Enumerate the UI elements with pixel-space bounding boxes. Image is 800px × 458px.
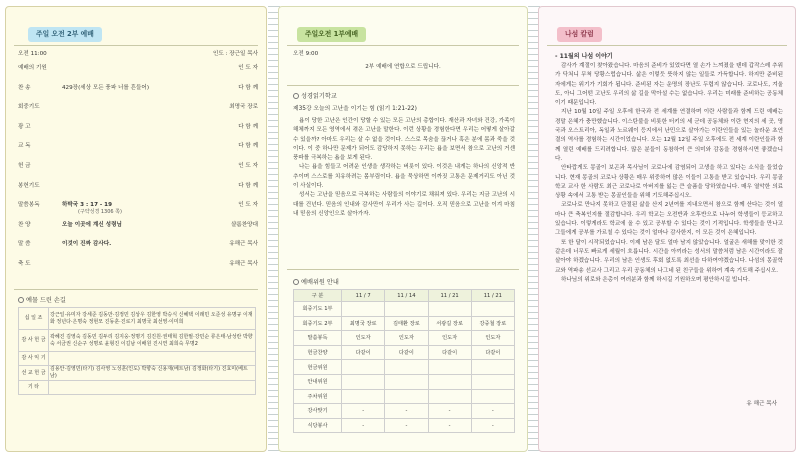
duty-cell: - [471, 418, 514, 433]
duty-cell: 인도자 [471, 331, 514, 346]
duty-header-cell: 11 / 14 [385, 290, 428, 302]
duty-cell: - [385, 418, 428, 433]
offering-names: 강근일·유미자 강세준 김동만·김정민 김상우 김한영 박승식 신혜택 이래민 오준성 유명규 이재화 정년다·은명숙 정현모 진동훈·진로기 최명국 최선영·이미희 [49, 308, 256, 330]
scripture-page-note: (구약성경 1306 쪽) [78, 209, 122, 216]
duty-cell [385, 389, 428, 404]
offering-row [19, 366, 256, 381]
duty-row [294, 302, 515, 317]
study-title: 성경읽기학교 [293, 91, 337, 100]
order-label: 교 독 [18, 143, 31, 150]
divider [547, 45, 787, 46]
column-signature: 유 해근 목사 [746, 401, 777, 407]
duty-cell [342, 360, 385, 375]
duty-row [294, 360, 515, 375]
order-row [18, 83, 258, 93]
study-subtitle: 제35강 오늘의 고난을 이기는 힘 (읽기 1:21-22) [293, 106, 417, 112]
duty-row [294, 389, 515, 404]
duty-cell [428, 389, 471, 404]
duty-label: 헌금위원 [294, 360, 342, 375]
column-paragraph: 하나님의 위로와 은총이 여러분과 함께 하시길 기원하오며 평안하시길 빕니다. [561, 276, 750, 283]
duty-label: 주차위원 [294, 389, 342, 404]
duty-cell [342, 389, 385, 404]
order-label: 헌 금 [18, 163, 31, 169]
divider [14, 289, 258, 290]
order-content: 이것이 진짜 감사다. [62, 241, 112, 248]
divider [287, 45, 519, 46]
offering-row [19, 352, 256, 366]
duty-cell: - [428, 418, 471, 433]
duty-cell [428, 302, 471, 317]
order-person: 유해근 목사 [229, 241, 258, 248]
duty-cell: 인도자 [342, 331, 385, 346]
duty-cell [428, 360, 471, 375]
order-row [18, 102, 258, 112]
order-label: 회중기도 [18, 104, 40, 111]
duty-cell [385, 374, 428, 389]
duty-label: 회중기도 1부 [294, 302, 342, 317]
column-paragraph: 또 한 달이 시작되었습니다. 이제 남은 달도 얼마 남지 않았습니다. 얼굴은 새해를 맞이한 것 같은데 너무도 빠르게 세월이 흐릅니다. 시간을 아끼라는 성서의 말씀처럼 남은 시간이라도 잘 살아야 하겠습니다. 우리의 남은 인생도 후회 없도록 최선을 다하여야겠습니다. 나섬의 몽골학교와 역파송 선교사 그리고 우리 공동체의 나그네 된 친구들을 위하여 계속 기도해 주십시오. [555, 239, 783, 274]
duty-cell [385, 302, 428, 317]
offering-names [49, 381, 256, 395]
order-row [18, 220, 258, 230]
duty-header-cell: 11 / 7 [342, 290, 385, 302]
order-person: 최명국 장로 [229, 104, 258, 111]
order-person: 샬롬찬양대 [230, 221, 258, 228]
duty-cell: 김태환 장로 [385, 316, 428, 331]
order-label: 말 씀 [18, 241, 31, 248]
column-paragraph: 코로나로 만나지 못하고 단절된 삶을 산지 2년여를 지내오면서 참으로 함께 산다는 것이 얼마나 큰 축복인지를 절감합니다. 우리 학교는 오전반과 오후반으로 나누어 학생들이 등교하고 있습니다. 이렇게라도 학교에 올 수 있고 공부할 수 있다는 것이 기적입니다. 학생들을 만나고 그들에게 공부를 가르칠 수 있다는 것이 얼마나 감사한지, 이 모든 것이 은혜입니다. [555, 202, 783, 237]
offering-names: 김용안·김영민(타기) 김사영 노성훈(인도) 박향숙 신용재(베트남) 김정화(타기) 진효미(베트남) [49, 366, 256, 381]
duty-cell: 최명국 장로 [342, 316, 385, 331]
study-paragraph: 욥이 당한 고난은 인간이 당할 수 있는 모든 고난의 총합이다. 재산과 자녀와 건강, 가족이 해체까지 모든 영역에서 겪은 고난을 말한다. 이런 상황을 경험한다면 우리는 어떻게 살아갈 수 있을까? 아마도 우리는 살 수 없을 것이다. 스스로 목숨을 끊거나 혹은 분에 몸과 죽을 것이다. 이 중 하나만 문제가 되어도 감당하지 못하는 우리는 욥을 보면서 참으로 고난의 거센 풍파를 극복하는 욥을 보게 된다. [293, 118, 515, 162]
divider [287, 269, 519, 270]
duty-cell [471, 374, 514, 389]
column-subtitle: - 11월의 나섬 이야기 [555, 53, 613, 60]
worship-order-panel [5, 6, 267, 452]
offering-category: 기 타 [19, 381, 49, 395]
duty-cell: 다같이 [428, 345, 471, 360]
order-label: 광 고 [18, 123, 31, 130]
service-leader: 인도 : 장근일 목사 [212, 51, 258, 57]
duty-header-cell: 11 / 21 [471, 290, 514, 302]
duty-row [294, 418, 515, 433]
study-paragraph: 성서는 고난을 믿음으로 극복하는 사람들의 이야기로 채워져 있다. 우리는 지금 고난의 시대를 건넌다. 믿음의 인내와 감사만이 우리가 사는 길이다. 오직 믿음으로 고난을 이겨 마침내 믿음의 신앙인으로 살아가자. [293, 192, 515, 217]
duty-cell: 다같이 [385, 345, 428, 360]
duty-cell: 다같이 [342, 345, 385, 360]
order-person: 인 도 자 [238, 202, 258, 209]
order-person: 유해근 목사 [229, 261, 258, 267]
order-content: 하박국 3 : 17 - 19 [62, 202, 112, 209]
offering-section-title: 예물 드린 손길 [18, 295, 66, 304]
order-label: 봉헌기도 [18, 182, 40, 189]
study-text [293, 117, 515, 257]
order-row [18, 239, 258, 249]
duty-cell [471, 389, 514, 404]
duty-cell [342, 302, 385, 317]
duty-cell [471, 302, 514, 317]
service-time: 오전 9:00 [293, 51, 319, 57]
duty-cell: - [428, 404, 471, 419]
order-label: 찬 양 [18, 221, 31, 228]
column-paragraph: 지난 10월 10일 주일 오후에 한국과 전 세계를 연결하며 이란 사람들과 함께 드린 예배는 경말 은혜가 충만했습니다. 이스탄불을 비롯한 터키의 세 군데 공동체와 이란 현지의 세 곳, 영국과 오스트리아, 독일과 노르웨이 등지에서 난민으로 살아가는 이란인들을 있는 놀라운 초연결의 역사를 경험하는 시간이었습니다. 오는 12월 12일 주일 오후에도 전 세계 이란인들과 함께 열린 예배를 드리려합니다. 많은 분들이 동참하여 큰 의미와 감동을 경험하시면 좋겠습니다. [555, 109, 783, 162]
offering-category: 선 교 헌 금 [19, 366, 49, 381]
panel-title: 주일오전 1부예배 [297, 27, 366, 42]
duty-cell [471, 360, 514, 375]
order-content: 오늘 이곳에 계신 성령님 [62, 221, 122, 228]
panel-title: 나섬 칼럼 [557, 27, 602, 42]
offering-category: 감 사 헌 금 [19, 330, 49, 352]
bullet-icon [293, 279, 299, 285]
duty-cell [385, 360, 428, 375]
panel-title: 주일 오전 2부 예배 [28, 27, 102, 42]
order-row [18, 181, 258, 191]
divider [287, 85, 519, 86]
order-content: 429장(세상 모든 풍파 너를 흔들어) [62, 84, 149, 91]
order-person: 다 함 께 [238, 84, 258, 91]
duty-label: 헌금찬양 [294, 345, 342, 360]
duty-cell: 다같이 [471, 345, 514, 360]
duty-row [294, 374, 515, 389]
duty-cell [342, 374, 385, 389]
order-label: 축 도 [18, 261, 31, 267]
order-row [18, 122, 258, 132]
duty-label: 강사맞기 [294, 404, 342, 419]
duty-label: 말씀봉독 [294, 331, 342, 346]
duty-cell: - [385, 404, 428, 419]
study-paragraph: 나는 욥을 힘들고 어려운 인생을 생각하는 버릇이 있다. 이것은 내게는 하나의 신앙적 반추이며 스스로를 치유하려는 몸부림이다. 욥을 묵상하면 이까짓 고통은 문제거리도 아닌 것이 사실이다. [293, 164, 515, 190]
duty-row [294, 316, 515, 331]
offering-table [18, 307, 256, 395]
offering-row [19, 330, 256, 352]
offering-names: 곽혜진 김영숙 김동민 김두리 김지웅·정명기 김진원·권태혁 김한필·강민순 류은태·남성란 박향숙 서금권 신순구 성명로 윤형진 이길남 이배원 진시연 최희숙 무명2 [49, 330, 256, 352]
duty-section-title: 예배위원 안내 [293, 277, 339, 286]
order-person: 인 도 자 [238, 65, 258, 71]
duty-label: 식당봉사 [294, 418, 342, 433]
duty-cell: - [471, 404, 514, 419]
column-paragraph: 안타깝게도 몽골이 보곤과 목사님이 코로나에 감염되어 고생을 하고 있다는 소식을 들었습니다. 현재 몽골의 코로나 상황은 매우 위중하여 많은 이들이 고통을 받고 있습니다. 우리 몽골학교 교사 한 사람도 최근 코로나로 아버지를 잃는 큰 슬픔을 당하였습니다. 매우 열악한 의료 상황 속에서 고통 받는 몽골인들을 위해 기도해주십시오. [555, 165, 783, 200]
duty-row [294, 404, 515, 419]
order-person: 인 도 자 [238, 163, 258, 169]
offering-category: 감 사 익 기 [19, 352, 49, 366]
offering-row [19, 381, 256, 395]
offering-names [49, 352, 256, 366]
service-time: 오전 11:00 [18, 51, 47, 57]
order-row [18, 259, 258, 269]
order-row [18, 63, 258, 73]
order-person: 다 함 께 [238, 123, 258, 130]
bullet-icon [18, 297, 24, 303]
column-panel [538, 6, 796, 452]
duty-cell: 강중철 장로 [471, 316, 514, 331]
service-info-row [18, 49, 258, 59]
order-row [18, 200, 258, 210]
duty-header-cell: 11 / 21 [428, 290, 471, 302]
column-paragraph: 감사가 계절이 찾아왔습니다. 마음의 준비가 있었다면 열 손가 느껴졌을 텐데 갑작스레 추위가 닥쳐니 무척 당황스럽습니다. 삶은 이렇듯 뜻하지 않는 일들로 가득합니다. 하지만 준비된 자에게는 위기가 기회가 됩니다. 준비된 자는 운명의 장난도 두렵지 않습니다. 코로나도, 겨울도, 아니 그어떤 고난도 우리의 삶 길을 막아설 수는 없습니다. 우리는 미래를 준비하는 공동체이기 때문입니다. [555, 63, 783, 107]
duty-cell: - [342, 404, 385, 419]
order-person: 다 함 께 [238, 182, 258, 189]
duty-table [293, 289, 515, 433]
order-label: 예배의 기원 [18, 65, 47, 71]
duty-cell: 서광길 장로 [428, 316, 471, 331]
duty-label: 회중기도 2부 [294, 316, 342, 331]
order-label: 찬 송 [18, 84, 31, 91]
divider [14, 45, 258, 46]
offering-row [19, 308, 256, 330]
offering-category: 십 일 조 [19, 308, 49, 330]
scripture-block [66, 151, 246, 175]
order-row [18, 141, 258, 151]
duty-cell: - [342, 418, 385, 433]
bullet-icon [293, 93, 299, 99]
order-label: 말씀봉독 [18, 202, 40, 209]
order-person: 다 함 께 [238, 143, 258, 150]
service-note: 2부 예배에 연합으로 드립니다. [365, 64, 441, 70]
duty-cell [428, 374, 471, 389]
duty-cell: 인도자 [385, 331, 428, 346]
column-text [555, 62, 783, 392]
first-service-panel [278, 6, 528, 452]
duty-row [294, 331, 515, 346]
duty-label: 안내위원 [294, 374, 342, 389]
duty-cell: 인도자 [428, 331, 471, 346]
duty-header-cell: 구 분 [294, 290, 342, 302]
duty-row [294, 345, 515, 360]
